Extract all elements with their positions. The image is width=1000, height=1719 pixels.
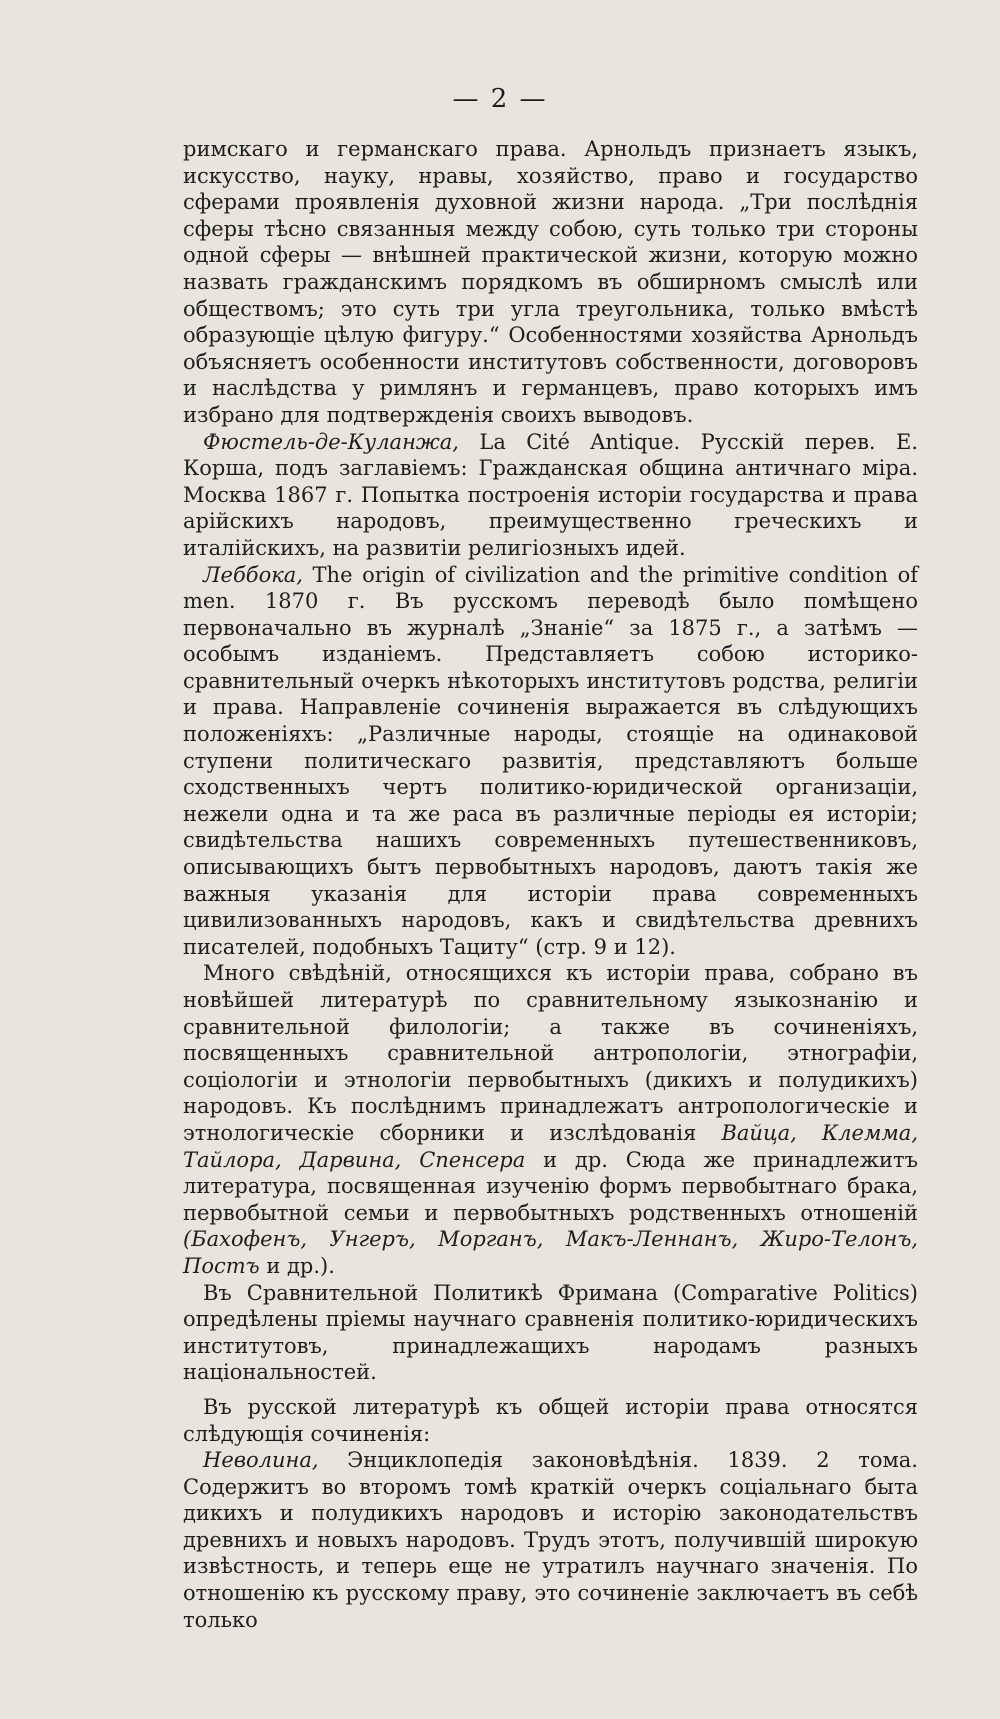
text-run: La Cité Antique. Русскій перев. Е. Корша, подъ заглавіемъ: Гражданская община античнаго міра. Москва 1867 г. Попытка построенія исторіи государства и права арійскихъ народовъ, преимущественно греческихъ и италійскихъ, на развитіи религіозныхъ идей. [183,429,918,560]
text-run: Энциклопедія законовѣдѣнія. 1839. 2 тома. Содержитъ во второмъ томѣ краткій очеркъ соціальнаго быта дикихъ и полудикихъ народовъ и исторію законодательствъ древнихъ и новыхъ народовъ. Трудъ этотъ, получившій широкую извѣстность, и теперь еще не утратилъ научнаго значенія. По отношенію къ русскому праву, это сочиненіе заключаетъ въ себѣ только [183,1448,918,1632]
paragraph [183,136,918,429]
text-run: Много свѣдѣній, относящихся къ исторіи права, собрано въ новѣйшей литературѣ по сравнительному языкознанію и сравнительной филологіи; а также въ сочиненіяхъ, посвященныхъ сравнительной антропологіи, этнографіи, соціологіи и этнологіи первобытныхъ (дикихъ и полудикихъ) народовъ. Къ послѣднимъ принадлежатъ антропологическіе и этнологическіе сборники и изслѣдованія [183,961,918,1145]
text-run: The origin of civilization and the primitive condition of men. 1870 г. Въ русскомъ переводѣ было помѣщено первоначально въ журналѣ „Знаніе“ за 1875 г., а затѣмъ — особымъ изданіемъ. Представляетъ собою историко-сравнительный очеркъ нѣкоторыхъ институтовъ родства, религіи и права. Направленіе сочиненія выражается въ слѣдующихъ положеніяхъ: „Различные народы, стоящіе на одинаковой ступени политическаго развитія, представляютъ больше сходственныхъ чертъ политико-юридической организаціи, нежели одна и та же раса въ различные періоды ея исторіи; свидѣтельства нашихъ современныхъ путешественниковъ, описывающихъ бытъ первобытныхъ народовъ, даютъ такія же важныя указанія для исторіи права современныхъ цивилизованныхъ народовъ, какъ и свидѣтельства древнихъ писателей, подобныхъ Тациту“ (стр. 9 и 12). [183,562,918,959]
paragraph [183,1280,918,1386]
paragraph [183,562,918,961]
page-number: — 2 — [452,84,548,114]
text-run: и др.). [259,1253,335,1278]
paragraph [183,1447,918,1633]
paragraph [183,1394,918,1447]
body-text [183,136,918,1633]
text-run: и др. Сюда же принадлежитъ литература, посвященная изученію формъ первобытнаго брака, первобытной семьи и первобытныхъ родственныхъ отношеній [183,1147,918,1225]
italic-text: (Бахофенъ, Унгеръ, Морганъ, Макъ-Леннанъ, Жиро-Телонъ, Постъ [183,1227,918,1278]
italic-text: Неволина, [203,1448,319,1473]
text-run: римскаго и германскаго права. Арнольдъ признаетъ языкъ, искусство, науку, нравы, хозяйство, право и государство сферами проявленія духовной жизни народа. „Три послѣднія сферы тѣсно связанныя между собою, суть только три стороны одной сферы — внѣшней практической жизни, которую можно назвать гражданскимъ порядкомъ въ обширномъ смыслѣ или обществомъ; это суть три угла треугольника, только вмѣстѣ образующіе цѣлую фигуру.“ Особенностями хозяйства Арнольдъ объясняетъ особенности институтовъ собственности, договоровъ и наслѣдства у римлянъ и германцевъ, право которыхъ имъ избрано для подтвержденія своихъ выводовъ. [183,137,918,427]
text-run: Въ Сравнительной Политикѣ Фримана (Comparative Politics) опредѣлены пріемы научнаго сравненія политико-юридическихъ институтовъ, принадлежащихъ народамъ разныхъ національностей. [183,1280,918,1385]
italic-text: Фюстель-де-Куланжа, [203,429,459,454]
text-run: Въ русской литературѣ къ общей исторіи права относятся слѣдующія сочиненія: [183,1394,918,1446]
paragraph [183,429,918,562]
paragraph [183,960,918,1279]
italic-text: Леббока, [203,562,303,587]
italic-text: Вайца, Клемма, Тайлора, Дарвина, Спенсера [183,1120,918,1172]
